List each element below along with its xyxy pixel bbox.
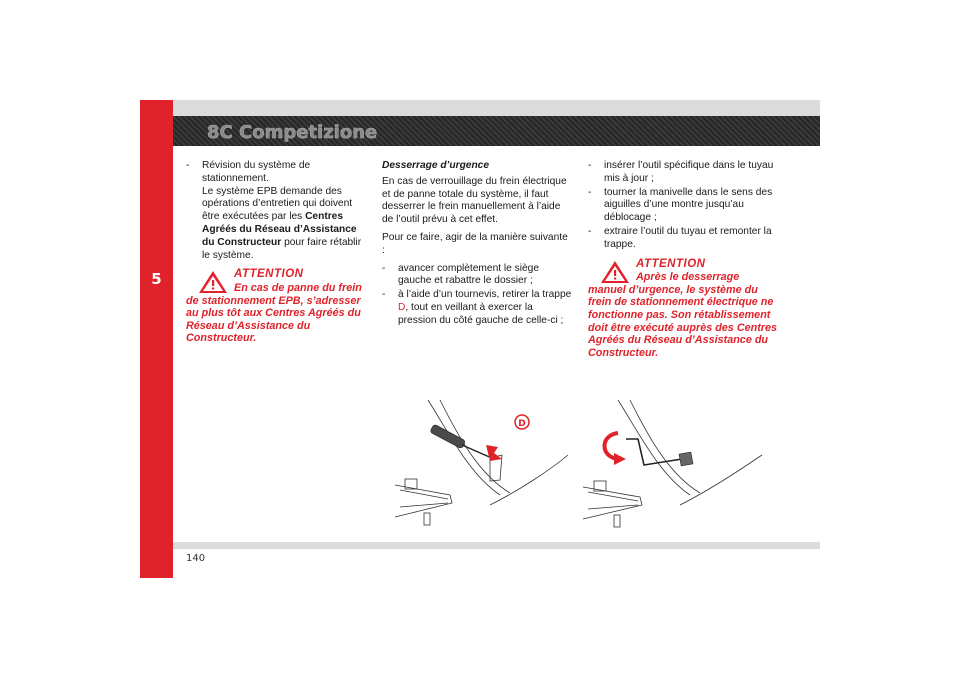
item-text: avancer complètement le siège gauche et rabattre le dossier ; [398,262,540,287]
callout-label: D [518,419,526,429]
list-item [382,289,572,327]
trap-removal-drawing [390,395,570,530]
item-text: insérer l’outil spécifique dans le tuyau mis à jour ; [604,160,774,184]
chapter-tab [140,100,173,578]
item-text: Révision du système de stationnement. [202,160,311,184]
item-bold-text: Centres Agréés du Réseau d’Assistance du Constructeur [202,211,357,248]
bullet: - [588,225,592,237]
item-text: à l’aide d’un tournevis, retirer la trappe [398,289,572,301]
item-text: Le système EPB demande des opérations d’entretien qui doivent être exécutées par les [202,185,353,223]
warning-text: Après le desserrage manuel d’urgence, le système du frein de stationnement électrique ne fonctionne pas. Son rétablissement doit être exécuté auprès des Centres Agréés du Réseau d’Assistance du Constructeur. [588,271,778,359]
warning-box [186,268,368,345]
logo-graphic [203,119,383,143]
bullet: - [186,160,190,171]
warning-title: ATTENTION [234,268,304,281]
warning-title: ATTENTION [636,257,706,270]
column-2 [382,160,572,329]
illustration-crank [578,395,764,530]
bullet: - [588,160,592,171]
section-heading: Desserrage d’urgence [382,160,490,171]
paragraph: Pour ce faire, agir de la manière suivante : [382,231,568,256]
paragraph: En cas de verrouillage du frein électrique et de panne totale du système, il faut desserrer le frein manuellement à l’aide de l’outil prévu à cet effet. [382,175,567,226]
logo-text: 8C Competizione [207,122,378,143]
bullet: - [382,262,386,274]
list-item [186,160,368,262]
list-item [382,263,572,289]
item-text: pour faire rétablir le système. [202,236,362,261]
bottom-band [173,542,820,549]
warning-text: En cas de panne du frein de stationnement EPB, s’adresser au plus tôt aux Centres Agréés du Réseau d’Assistance du Constructeur. [186,281,362,345]
item-text: extraire l’outil du tuyau et remonter la trappe. [604,225,772,250]
item-text: tourner la manivelle dans le sens des aiguilles d’une montre jusqu’au déblocage ; [604,186,773,224]
list-item [588,187,778,225]
arrow-icon [486,445,502,461]
illustration-trap-removal [390,395,570,530]
list-item [588,160,778,186]
top-band [173,100,820,116]
list-item [588,226,778,252]
column-1 [186,160,368,345]
bullet: - [588,186,592,198]
header-strip [173,116,820,146]
page-number: 140 [186,553,206,564]
warning-box [588,258,778,360]
chapter-number: 5 [151,270,162,288]
item-text: , tout en veillant à exercer la pression du côté gauche de celle-ci ; [398,301,564,326]
brand-logo [203,119,383,143]
warning-triangle-icon [198,270,228,294]
callout-letter: D [398,301,406,313]
bullet: - [382,289,386,301]
warning-triangle-icon [600,260,630,284]
crank-drawing [578,395,764,530]
column-3 [588,160,778,359]
